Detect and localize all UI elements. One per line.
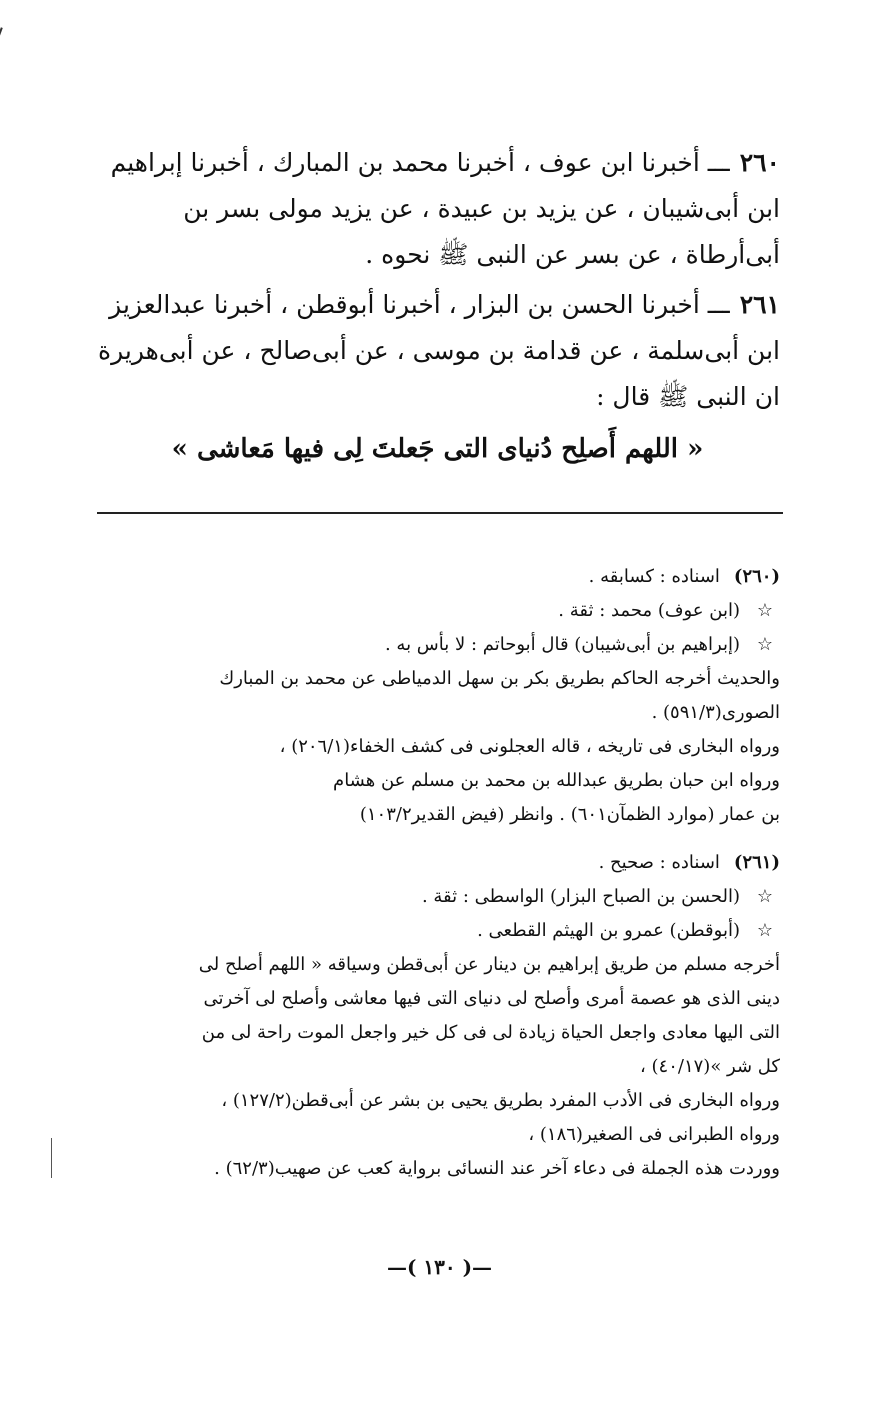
hadith-text: ـــ أخبرنا ابن عوف ، أخبرنا محمد بن المبارك ، أخبرنا إبراهيم [111, 148, 731, 177]
footnote-line: الصورى(٥٩١/٣) . [652, 702, 781, 723]
footnote-head [96, 560, 781, 594]
margin-mark [52, 1138, 53, 1178]
hadith-line [96, 282, 781, 328]
hadith-260 [96, 140, 781, 278]
star-icon: ☆ [757, 600, 775, 621]
footnote-line: ورواه ابن حبان بطريق عبدالله بن محمد بن مسلم عن هشام [334, 770, 781, 791]
footnote-line: التى اليها معادى واجعل الحياة زيادة لى فى كل خير واجعل الموت راحة لى من [202, 1022, 781, 1043]
footnotes [96, 560, 781, 1200]
footnote-line [96, 914, 781, 948]
page-number: —( ١٣٠ )— [387, 1255, 494, 1279]
footnote-line: ورواه البخارى فى تاريخه ، قاله العجلونى فى كشف الخفاء(٢٠٦/١) ، [280, 736, 781, 757]
footnote-line: ورواه الطبرانى فى الصغير(١٨٦) ، [529, 1124, 781, 1145]
footnote-text: (أبوقطن) عمرو بن الهيثم القطعى . [478, 920, 741, 941]
footnote-line: ووردت هذه الجملة فى دعاء آخر عند النسائى برواية كعب عن صهيب(٦٢/٣) . [215, 1158, 781, 1179]
footnote-head [96, 846, 781, 880]
footnote-number: (٢٦١) [734, 852, 781, 873]
hadith-text: ـــ أخبرنا الحسن بن البزار ، أخبرنا أبوقطن ، أخبرنا عبدالعزيز [110, 290, 731, 319]
footnote-text: اسناده : صحيح . [599, 852, 721, 873]
hadith-line [96, 140, 781, 186]
footnote-text: اسناده : كسابقه . [589, 566, 721, 587]
footnote-line: بن عمار (موارد الظمآن٦٠١) . وانظر (فيض القدير١٠٣/٢) [360, 804, 781, 825]
footnote-number: (٢٦٠) [734, 566, 781, 587]
prophetic-saying: « اللهم أَصلِح دُنياى التى جَعلتَ لِى فيها مَعاشى » [172, 434, 705, 464]
scan-mark [0, 27, 8, 38]
hadith-number: ٢٦٠ [740, 148, 781, 177]
star-icon: ☆ [757, 634, 775, 655]
footnote-line: والحديث أخرجه الحاكم بطريق بكر بن سهل الدمياطى عن محمد بن المبارك [220, 668, 781, 689]
footnote-divider [98, 512, 784, 514]
main-text [96, 140, 781, 476]
footnote-text: (الحسن بن الصباح البزار) الواسطى : ثقة . [422, 886, 741, 907]
hadith-261 [96, 282, 781, 472]
footnote-line [96, 880, 781, 914]
hadith-number: ٢٦١ [740, 290, 781, 319]
footnote-text: (إبراهيم بن أبى‌شيبان) قال أبوحاتم : لا بأس به . [385, 634, 741, 655]
footnote-line: كل شر »(٤٠/١٧) ، [640, 1056, 781, 1077]
footnote-261 [96, 846, 781, 1186]
star-icon: ☆ [757, 886, 775, 907]
footnote-line: دينى الذى هو عصمة أمرى وأصلح لى دنياى التى فيها معاشى وأصلح لى آخرتى [204, 988, 781, 1009]
hadith-line: ابن أبى‌شيبان ، عن يزيد بن عبيدة ، عن يزيد مولى بسر بن [184, 194, 781, 223]
star-icon: ☆ [757, 920, 775, 941]
hadith-line: أبى‌أرطاة ، عن بسر عن النبى ﷺ نحوه . [366, 240, 781, 269]
footnote-260 [96, 560, 781, 832]
footnote-line [96, 594, 781, 628]
footnote-line: ورواه البخارى فى الأدب المفرد بطريق يحيى بن بشر عن أبى‌قطن(١٢٧/٢) ، [222, 1090, 781, 1111]
footnote-line: أخرجه مسلم من طريق إبراهيم بن دينار عن أبى‌قطن وسياقه « اللهم أصلح لى [199, 954, 781, 975]
hadith-line: ابن أبى‌سلمة ، عن قدامة بن موسى ، عن أبى‌صالح ، عن أبى‌هريرة [99, 336, 781, 365]
footnote-line [96, 628, 781, 662]
footnote-text: (ابن عوف) محمد : ثقة . [559, 600, 741, 621]
hadith-line: ان النبى ﷺ قال : [597, 382, 781, 411]
